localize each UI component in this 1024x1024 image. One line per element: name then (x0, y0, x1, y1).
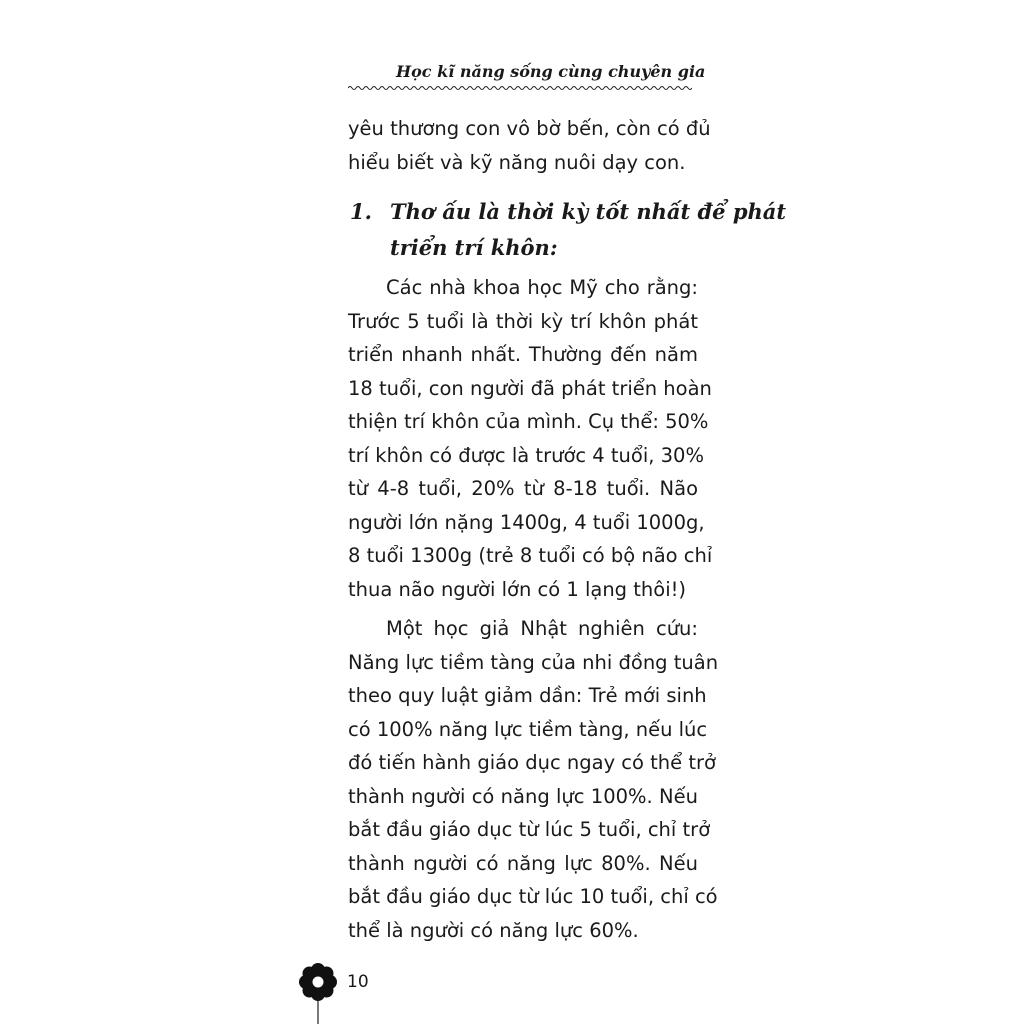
section-title-line: Thơ ấu là thời kỳ tốt nhất để phát (390, 199, 787, 224)
text-line: bắt đầu giáo dục từ lúc 10 tuổi, chỉ có (348, 885, 718, 908)
text-line: thể là người có năng lực 60%. (348, 918, 639, 942)
intro-text (348, 112, 711, 179)
section-number: 1. (350, 199, 372, 224)
text-line: Một học giả Nhật nghiên cứu: (386, 617, 698, 640)
text-line: Các nhà khoa học Mỹ cho rằng: (386, 276, 698, 299)
text-line: Trước 5 tuổi là thời kỳ trí khôn phát (348, 309, 698, 333)
paragraph-2 (348, 612, 719, 947)
flower-icon (298, 962, 338, 1024)
header-title: Học kĩ năng sống cùng chuyên gia (396, 62, 706, 81)
paragraph-1 (348, 271, 713, 606)
text-line: có 100% năng lực tiềm tàng, nếu lúc (348, 717, 708, 741)
text-line: trí khôn có được là trước 4 tuổi, 30% (348, 443, 704, 467)
text-line: thành người có năng lực 80%. Nếu (348, 851, 698, 875)
text-line: thành người có năng lực 100%. Nếu (348, 784, 698, 808)
text-line: hiểu biết và kỹ năng nuôi dạy con. (348, 150, 686, 174)
text-line: đó tiến hành giáo dục ngay có thể trở (348, 751, 716, 774)
text-line: thiện trí khôn của mình. Cụ thể: 50% (348, 410, 709, 433)
text-line: thua não người lớn có 1 lạng thôi!) (348, 577, 687, 601)
text-line: Năng lực tiềm tàng của nhi đồng tuân (348, 650, 719, 674)
text-line: 8 tuổi 1300g (trẻ 8 tuổi có bộ não chỉ (348, 544, 713, 567)
text-line: yêu thương con vô bờ bến, còn có đủ (348, 117, 711, 140)
text-line: theo quy luật giảm dần: Trẻ mới sinh (348, 684, 707, 707)
page-number: 10 (347, 972, 369, 992)
wavy-rule (348, 84, 692, 92)
text-line: người lớn nặng 1400g, 4 tuổi 1000g, (348, 510, 705, 534)
text-line: bắt đầu giáo dục từ lúc 5 tuổi, chỉ trở (348, 818, 711, 841)
section-title-line: triển trí khôn: (390, 235, 558, 260)
text-line: 18 tuổi, con người đã phát triển hoàn (348, 376, 712, 400)
section-heading (350, 194, 787, 266)
text-line: triển nhanh nhất. Thường đến năm (348, 343, 698, 366)
text-line: từ 4-8 tuổi, 20% từ 8-18 tuổi. Não (348, 477, 698, 500)
